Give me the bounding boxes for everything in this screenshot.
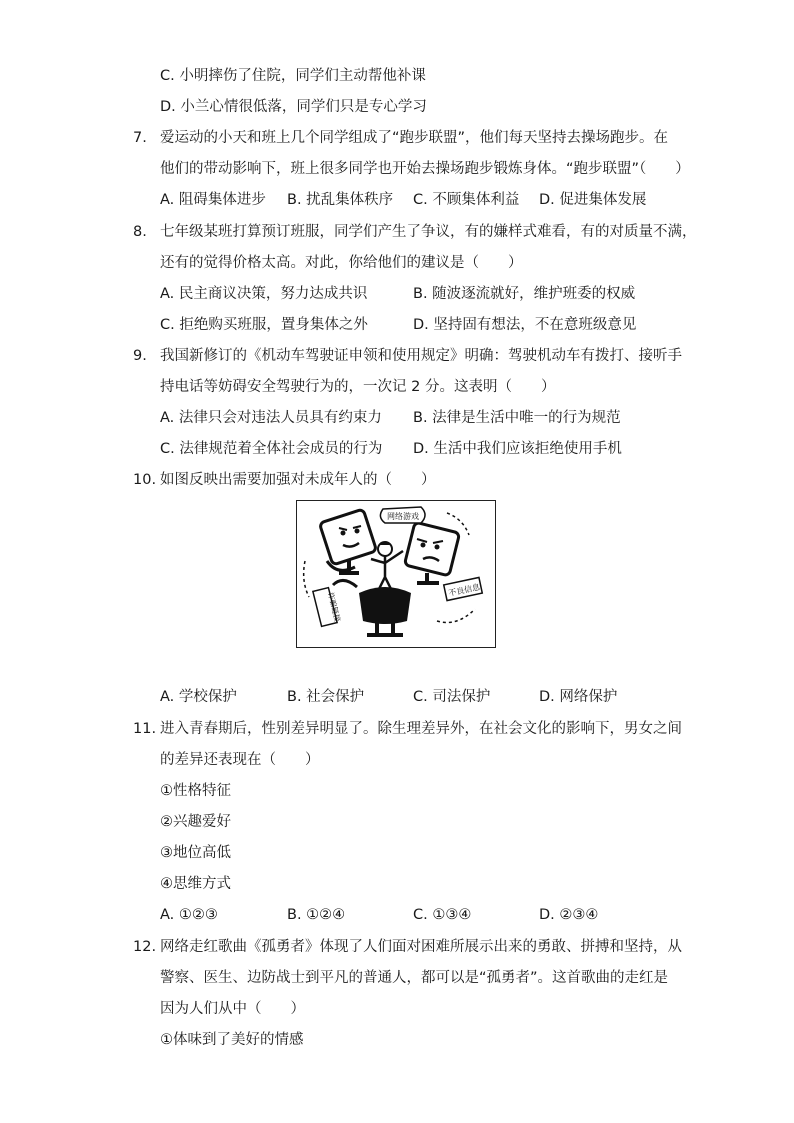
sign-text-online-games: 网络游戏 xyxy=(387,512,419,521)
q8-number: 8. xyxy=(133,224,147,240)
q10-option-d: D. 网络保护 xyxy=(539,689,618,705)
q11-item-4: ④思维方式 xyxy=(160,876,231,892)
q8-stem-line1: 七年级某班打算预订班服，同学们产生了争议，有的嫌样式难看，有的对质量不满， xyxy=(160,224,697,240)
q8-option-c: C. 拒绝购买班服，置身集体之外 xyxy=(160,317,368,333)
q12-stem-line3: 因为人们从中（ ） xyxy=(160,1001,305,1017)
q12-stem-line2: 警察、医生、边防战士到平凡的普通人，都可以是“孤勇者”。这首歌曲的走红是 xyxy=(160,970,669,986)
q8-option-d: D. 坚持固有想法，不在意班级意见 xyxy=(413,317,637,333)
q9-option-b: B. 法律是生活中唯一的行为规范 xyxy=(413,410,621,426)
q7-stem-line1: 爱运动的小天和班上几个同学组成了“跑步联盟”，他们每天坚持去操场跑步。在 xyxy=(160,130,669,146)
q7-option-d: D. 促进集体发展 xyxy=(539,192,647,208)
q7-option-a: A. 阻碍集体进步 xyxy=(160,192,266,208)
q6-option-d: D. 小兰心情很低落，同学们只是专心学习 xyxy=(160,99,427,115)
q8-option-a: A. 民主商议决策，努力达成共识 xyxy=(160,286,368,302)
sign-bad-information xyxy=(444,577,483,600)
q11-number: 11. xyxy=(133,721,157,737)
q11-item-2: ②兴趣爱好 xyxy=(160,814,231,830)
q11-option-c: C. ①③④ xyxy=(413,907,472,923)
q12-stem-line1: 网络走红歌曲《孤勇者》体现了人们面对困难所展示出来的勇敢、拼搏和坚持，从 xyxy=(160,939,682,955)
sign-online-games xyxy=(380,507,425,523)
q9-stem-line2: 持电话等妨碍安全驾驶行为的，一次记 2 分。这表明（ ） xyxy=(160,379,556,395)
q8-option-b: B. 随波逐流就好，维护班委的权威 xyxy=(413,286,636,302)
sign-fraud-link xyxy=(313,588,343,627)
q9-stem-line1: 我国新修订的《机动车驾驶证申领和使用规定》明确：驾驶机动车有拨打、接听手 xyxy=(160,348,682,364)
q12-number: 12. xyxy=(133,939,157,955)
q10-stem-line1: 如图反映出需要加强对未成年人的（ ） xyxy=(160,472,436,488)
q7-number: 7. xyxy=(133,130,147,146)
q11-stem-line1: 进入青春期后，性别差异明显了。除生理差异外，在社会文化的影响下，男女之间 xyxy=(160,721,682,737)
q9-option-d: D. 生活中我们应该拒绝使用手机 xyxy=(413,441,622,457)
q11-option-b: B. ①②④ xyxy=(287,907,346,923)
q11-item-1: ①性格特征 xyxy=(160,783,231,799)
q10-cartoon-figure xyxy=(296,500,496,648)
q12-item-1: ①体味到了美好的情感 xyxy=(160,1032,304,1048)
sign-text-fraud-link: 诈骗链接 xyxy=(326,591,343,623)
q9-number: 9. xyxy=(133,348,147,364)
cartoon-illustration xyxy=(297,501,494,646)
q9-option-c: C. 法律规范着全体社会成员的行为 xyxy=(160,441,383,457)
q11-stem-line2: 的差异还表现在（ ） xyxy=(160,752,320,768)
q10-option-b: B. 社会保护 xyxy=(287,689,365,705)
q7-option-c: C. 不顾集体利益 xyxy=(413,192,520,208)
q11-option-d: D. ②③④ xyxy=(539,907,599,923)
q9-option-a: A. 法律只会对违法人员具有约束力 xyxy=(160,410,382,426)
q11-option-a: A. ①②③ xyxy=(160,907,218,923)
q10-option-c: C. 司法保护 xyxy=(413,689,491,705)
q6-option-c: C. 小明摔伤了住院，同学们主动帮他补课 xyxy=(160,68,426,84)
q10-number: 10. xyxy=(133,472,157,488)
q8-stem-line2: 还有的觉得价格太高。对此，你给他们的建议是（ ） xyxy=(160,255,523,271)
bottom-monitor-character xyxy=(333,580,411,635)
q7-stem-line2: 他们的带动影响下，班上很多同学也开始去操场跑步锻炼身体。“跑步联盟”（ ） xyxy=(160,161,690,177)
sign-text-bad-information: 不良信息 xyxy=(447,582,481,598)
q11-item-3: ③地位高低 xyxy=(160,845,231,861)
q10-option-a: A. 学校保护 xyxy=(160,689,237,705)
q7-option-b: B. 扰乱集体秩序 xyxy=(287,192,394,208)
left-monitor-character xyxy=(319,509,376,573)
right-monitor-character xyxy=(404,522,459,583)
